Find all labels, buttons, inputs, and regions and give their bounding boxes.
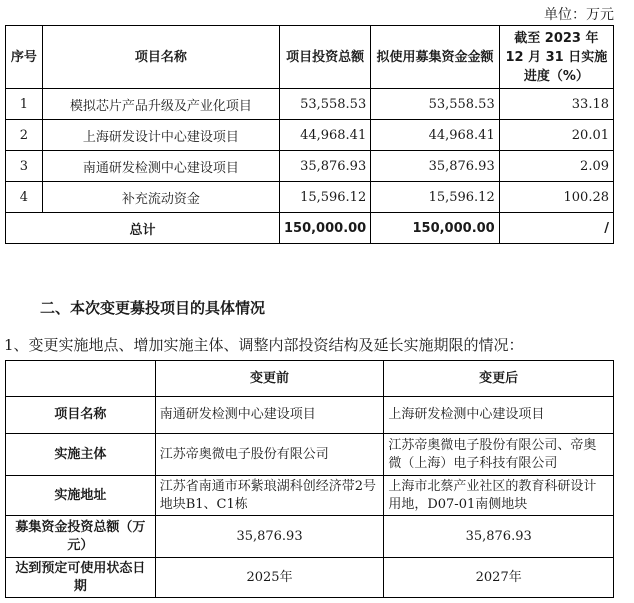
cell-total: 44,968.41 [279,120,370,151]
table-row [6,151,614,182]
cell-seq: 3 [6,151,43,182]
header-progress: 截至 2023 年 12 月 31 日实施进度（%） [499,26,613,89]
cell-seq: 4 [6,182,43,213]
cell-raised: 35,876.93 [371,151,500,182]
cell-after: 江苏帝奥微电子股份有限公司、帝奥微（上海）电子科技有限公司 [384,434,614,476]
unit-label: 单位：万元 [544,7,614,23]
cell-before: 南通研发检测中心建设项目 [155,397,384,434]
total-investment: 150,000.00 [279,213,370,244]
cell-total: 53,558.53 [279,89,370,120]
cell-name: 补充流动资金 [42,182,279,213]
cell-total: 35,876.93 [279,151,370,182]
table-row [6,434,614,476]
cell-before: 江苏省南通市环紫琅湖科创经济带2号地块B1、C1栋 [155,476,384,516]
cell-after: 上海市北蔡产业社区的教育科研设计用地，D07-01南侧地块 [384,476,614,516]
cell-raised: 44,968.41 [371,120,500,151]
table-row [6,476,614,516]
header-before: 变更前 [155,361,384,397]
table-row [6,516,614,558]
total-label: 总计 [6,213,280,244]
total-row [6,213,614,244]
row-label: 项目名称 [6,397,156,434]
cell-after: 2027年 [384,558,614,598]
section-title: 二、本次变更募投项目的具体情况 [40,299,266,317]
cell-seq: 2 [6,120,43,151]
cell-after: 35,876.93 [384,516,614,558]
cell-progress: 2.09 [499,151,613,182]
header-total: 项目投资总额 [279,26,370,89]
fund-usage-table [5,25,614,244]
cell-total: 15,596.12 [279,182,370,213]
cell-before: 江苏帝奥微电子股份有限公司 [155,434,384,476]
subsection-title: 1、变更实施地点、增加实施主体、调整内部投资结构及延长实施期限的情况： [4,336,524,354]
total-progress: / [499,213,613,244]
table-row [6,397,614,434]
cell-before: 2025年 [155,558,384,598]
row-label: 达到预定可使用状态日期 [6,558,156,598]
cell-name: 南通研发检测中心建设项目 [42,151,279,182]
header-raised: 拟使用募集资金金额 [371,26,500,89]
row-label: 实施主体 [6,434,156,476]
row-label: 募集资金投资总额（万元） [6,516,156,558]
header-name: 项目名称 [42,26,279,89]
table-row [6,89,614,120]
header-empty [6,361,156,397]
header-after: 变更后 [384,361,614,397]
table-header-row [6,361,614,397]
table-header-row [6,26,614,89]
cell-raised: 15,596.12 [371,182,500,213]
cell-before: 35,876.93 [155,516,384,558]
header-seq: 序号 [6,26,43,89]
table-row [6,182,614,213]
cell-after: 上海研发检测中心建设项目 [384,397,614,434]
change-details-table [5,360,614,598]
cell-progress: 33.18 [499,89,613,120]
table-row [6,120,614,151]
cell-name: 模拟芯片产品升级及产业化项目 [42,89,279,120]
cell-name: 上海研发设计中心建设项目 [42,120,279,151]
cell-progress: 100.28 [499,182,613,213]
cell-raised: 53,558.53 [371,89,500,120]
cell-seq: 1 [6,89,43,120]
row-label: 实施地址 [6,476,156,516]
table-row [6,558,614,598]
cell-progress: 20.01 [499,120,613,151]
total-raised: 150,000.00 [371,213,500,244]
